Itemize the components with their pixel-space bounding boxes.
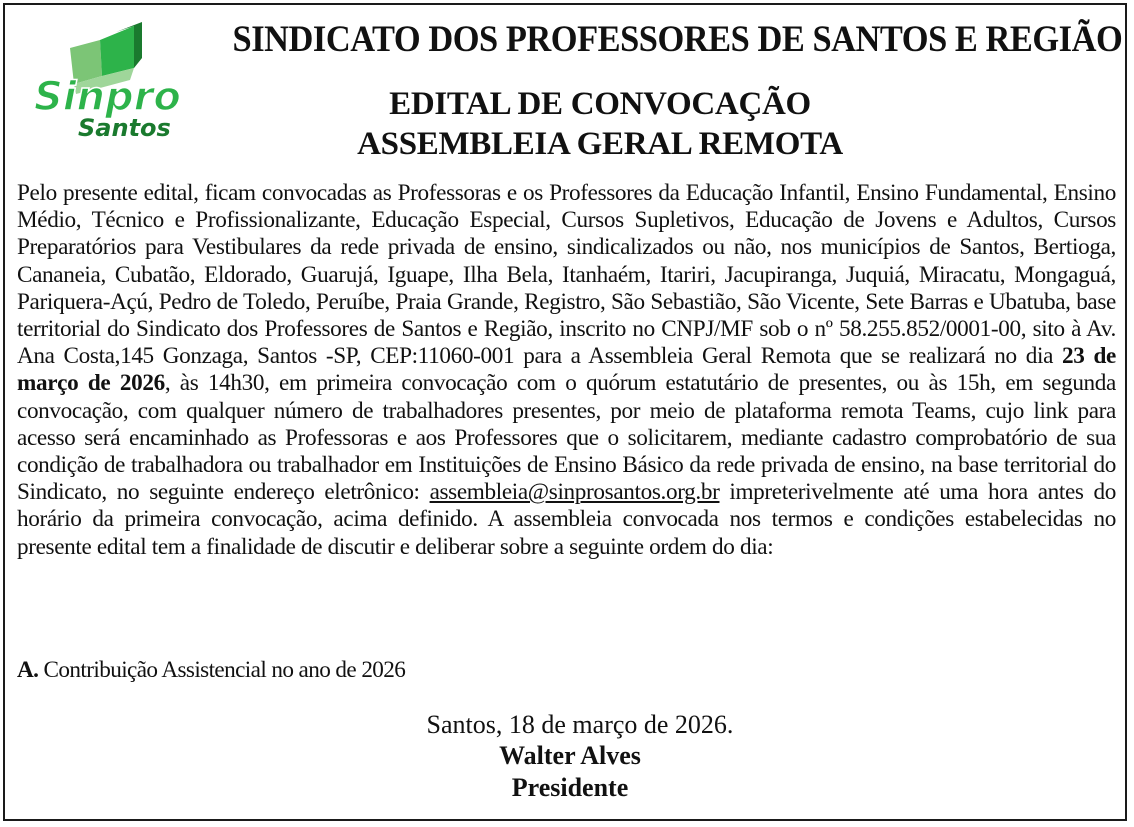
signature-place-date: Santos, 18 de março de 2026.: [426, 710, 734, 739]
signatory-name: Walter Alves: [499, 741, 641, 770]
edital-title-block: [300, 84, 900, 164]
logo-word-sinpro: Sinpro: [34, 74, 181, 120]
sinpro-santos-logo: [30, 18, 190, 143]
body-text-part2: , às 14h30, em primeira convocação com o quórum estatutário de presentes, ou às 15h, em segunda convocação, com qualquer número de trabalhadores presentes, por meio de plataforma remota Teams, cujo link para acesso será encaminhado as Professoras e aos Professores que o solicitarem, mediante cadastro comprobatório de sua condição de trabalhadora ou trabalhador em Instituições de Ensino Básico da rede privada de ensino, na base territorial do Sindicato, no seguinte endereço eletrônico:: [17, 370, 1116, 506]
body-text-part3: impreterivelmente até uma hora antes do horário da primeira convocação, acima definido. A assembleia convocada nos termos e condições estabelecidas no presente edital tem a finalidade de discutir e deliberar sobre a seguinte ordem do dia:: [17, 479, 1116, 560]
edital-body-paragraph: [17, 180, 1116, 561]
body-text-part1: Pelo presente edital, ficam convocadas as Professoras e os Professores da Educação Infantil, Ensino Fundamental, Ensino Médio, Técnico e Profissionalizante, Educação Especial, Cursos Supletivos, Educação de Jovens e Adultos, Cursos Preparatórios para Vestibulares da rede privada de ensino, sindicalizados ou não, nos municípios de Santos, Bertioga, Cananeia, Cubatão, Eldorado, Guarujá, Iguape, Ilha Bela, Itanhaém, Itariri, Jacupiranga, Juquiá, Miracatu, Mongaguá, Pariquera-Açú, Pedro de Toledo, Peruíbe, Praia Grande, Registro, São Sebastião, São Vicente, Sete Barras e Ubatuba, base territorial do Sindicato dos Professores de Santos e Região, inscrito no CNPJ/MF sob o nº 58.255.852/0001-00, sito à Av. Ana Costa,145 Gonzaga, Santos -SP, CEP:11060-001 para a Assembleia Geral Remota que se realizará no dia: [17, 180, 1116, 370]
edital-title-line2: ASSEMBLEIA GERAL REMOTA: [357, 126, 843, 162]
agenda-item-letter: A.: [17, 657, 39, 683]
edital-title-line1: EDITAL DE CONVOCAÇÃO: [389, 86, 811, 122]
agenda-item-text: Contribuição Assistencial no ano de 2026: [38, 657, 406, 683]
organization-title: SINDICATO DOS PROFESSORES DE SANTOS E REGIÃO: [232, 19, 1123, 60]
assembly-date: 23 de março de 2026: [17, 343, 1116, 397]
agenda-item: [17, 657, 405, 684]
logo-word-santos: Santos: [78, 114, 171, 142]
signatory-role: Presidente: [511, 773, 629, 802]
contact-email-link[interactable]: assembleia@sinprosantos.org.br: [429, 479, 720, 506]
